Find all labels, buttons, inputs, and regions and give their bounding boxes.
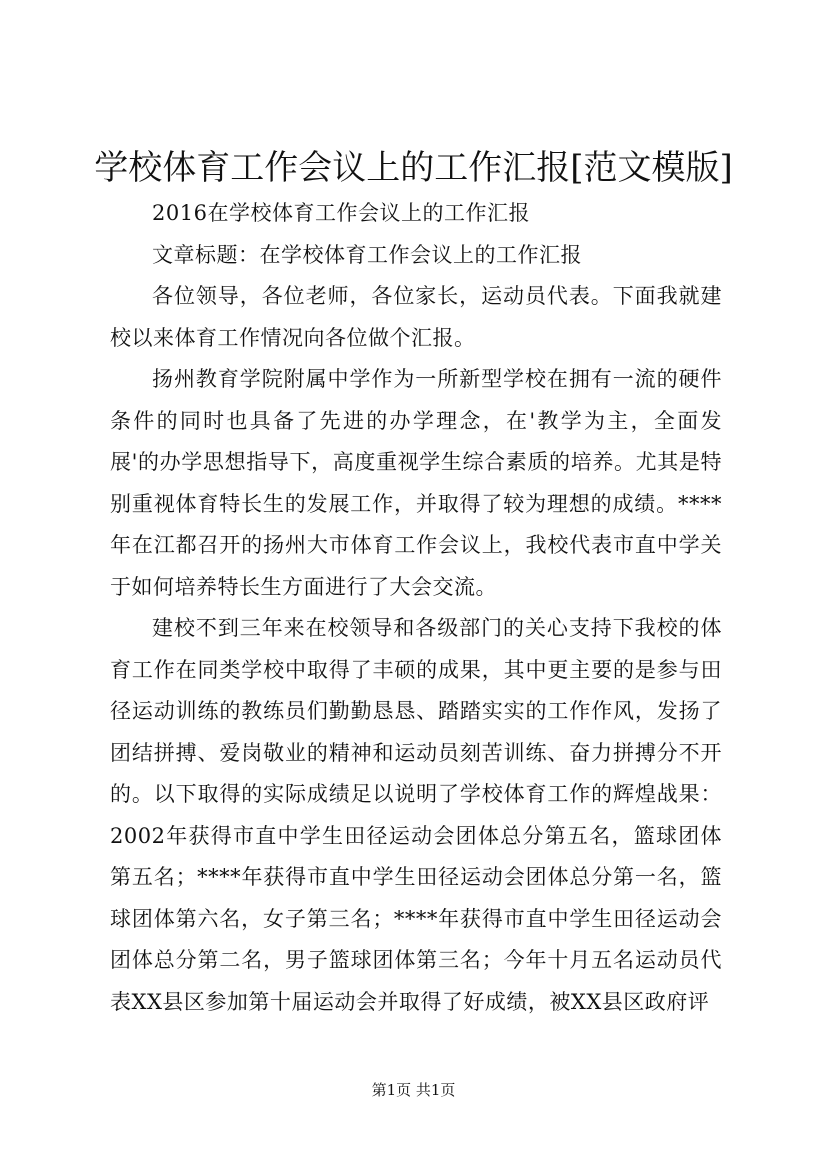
document-body	[110, 193, 722, 1023]
paragraph-article-title: 文章标题：在学校体育工作会议上的工作汇报	[152, 242, 582, 267]
paragraph-subtitle: 2016在学校体育工作会议上的工作汇报	[152, 201, 530, 225]
paragraph-achievements: 建校不到三年来在校领导和各级部门的关心支持下我校的体育工作在同类学校中取得了丰硕的成果，其中更主要的是参与田径运动训练的教练员们勤勤恳恳、踏踏实实的工作作风，发扬了团结拼搏、爱岗敬业的精神和运动员刻苦训练、奋力拼搏分不开的。以下取得的实际成绩足以说明了学校体育工作的辉煌战果：2002年获得市直中学生田径运动会团体总分第五名，篮球团体第五名；****年获得市直中学生田径运动会团体总分第一名，篮球团体第六名，女子第三名；****年获得市直中学生田径运动会团体总分第二名，男子篮球团体第三名；今年十月五名运动员代表XX县区参加第十届运动会并取得了好成绩，被XX县区政府评	[110, 616, 722, 1014]
document-title: 学校体育工作会议上的工作汇报[范文模版]	[94, 148, 733, 188]
page-footer: 第1页 共1页	[371, 1081, 456, 1099]
paragraph-school-intro: 扬州教育学院附属中学作为一所新型学校在拥有一流的硬件条件的同时也具备了先进的办学理念，在'教学为主，全面发展'的办学思想指导下，高度重视学生综合素质的培养。尤其是特别重视体育特长生的发展工作，并取得了较为理想的成绩。****年在江都召开的扬州大市体育工作会议上，我校代表市直中学关于如何培养特长生方面进行了大会交流。	[110, 367, 722, 599]
paragraph-greeting: 各位领导，各位老师，各位家长，运动员代表。下面我就建校以来体育工作情况向各位做个汇报。	[110, 284, 722, 350]
